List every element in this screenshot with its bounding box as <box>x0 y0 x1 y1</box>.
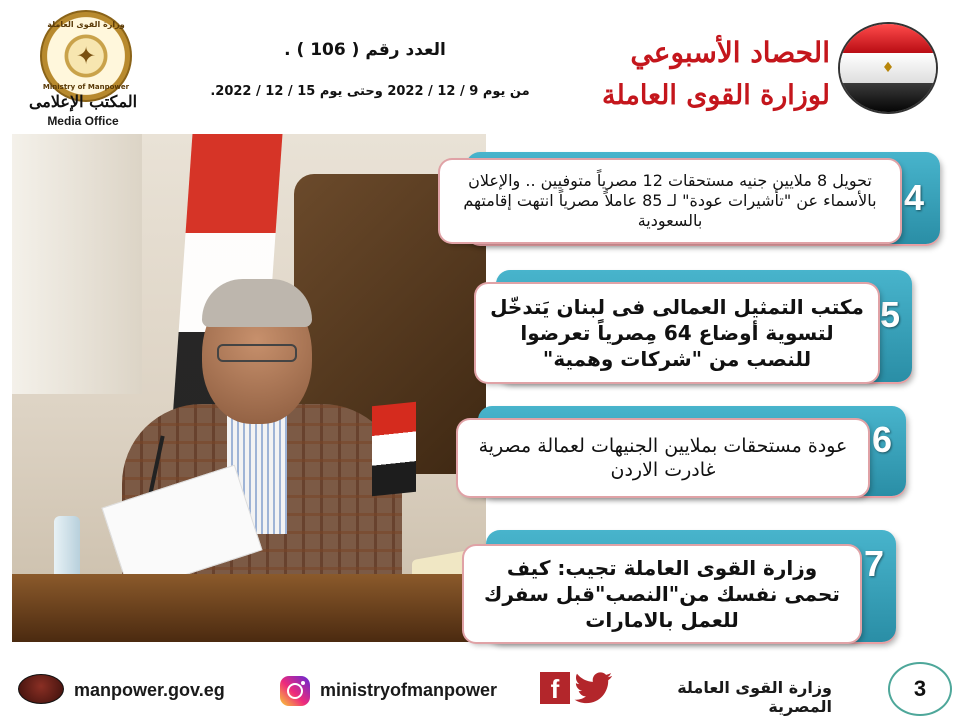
card-number: 4 <box>903 177 925 218</box>
card-number: 7 <box>863 542 885 584</box>
media-office-ar: المكتب الإعلامى <box>28 92 138 111</box>
instagram-icon[interactable] <box>280 676 310 706</box>
card-text-box <box>440 160 900 242</box>
photo-window <box>12 134 142 394</box>
media-office-hat-icon <box>18 674 64 704</box>
news-card-5 <box>476 270 912 382</box>
page-title-line1: الحصاد الأسبوعي <box>630 36 830 69</box>
flag-black-band <box>840 83 936 112</box>
ministry-name-footer: وزارة القوى العاملة المصرية <box>677 678 832 716</box>
card-number: 5 <box>879 293 901 335</box>
instagram-handle[interactable]: ministryofmanpower <box>320 680 498 700</box>
news-card-6 <box>458 406 906 496</box>
page-title-line2: لوزارة القوى العاملة <box>601 80 830 111</box>
issue-number: العدد رقم ( 106 ) . <box>284 40 446 60</box>
website-link[interactable]: manpower.gov.eg <box>74 680 225 700</box>
card-text: وزارة القوى العاملة تجيب: كيف تحمى نفسك من"النصب"قبل سفرك للعمل بالامارات <box>484 556 840 632</box>
flag-red-band <box>840 24 936 53</box>
news-card-4 <box>440 152 940 244</box>
photo-hair <box>202 279 312 327</box>
card-text-box <box>458 420 868 496</box>
flag-eagle-icon: ♦ <box>881 60 895 76</box>
card-number: 6 <box>871 419 893 461</box>
photo-table <box>12 574 486 642</box>
seal-text-ar: وزارة القوى العاملة <box>47 20 125 29</box>
card-text: مكتب التمثيل العمالى فى لبنان يَتدخّل لتسوية أوضاع 64 مِصرياً تعرضوا للنصب من "شركات وهمية" <box>490 295 864 371</box>
media-office-en: Media Office <box>47 114 119 128</box>
news-card-7 <box>464 530 896 642</box>
card-text-box <box>476 284 878 382</box>
minister-photo <box>12 134 486 642</box>
eagle-icon: ✦ <box>75 42 97 70</box>
page-number-badge <box>888 662 952 716</box>
card-text: تحويل 8 ملايين جنيه مستحقات 12 مصرياً متوفيين .. والإعلان بالأسماء عن "تأشيرات عودة" لـ 85 عاملاً مصرياً انتهت إقامتهم بالسعودية <box>463 171 877 230</box>
facebook-icon[interactable]: f <box>540 672 570 704</box>
twitter-icon[interactable] <box>574 672 614 704</box>
card-text: عودة مستحقات بملايين الجنيهات لعمالة مصرية غادرت الاردن <box>478 435 848 481</box>
date-range: من يوم 9 / 12 / 2022 وحتى يوم 15 / 12 / 2022. <box>210 84 530 99</box>
ministry-seal-icon <box>40 10 132 102</box>
photo-glasses <box>217 344 297 362</box>
photo-desk-flag-egypt <box>372 402 416 497</box>
page-number: 3 <box>913 676 927 701</box>
egypt-flag-ball-icon <box>838 22 938 114</box>
card-text-box <box>464 546 860 642</box>
seal-text-en: Ministry of Manpower <box>42 83 130 91</box>
